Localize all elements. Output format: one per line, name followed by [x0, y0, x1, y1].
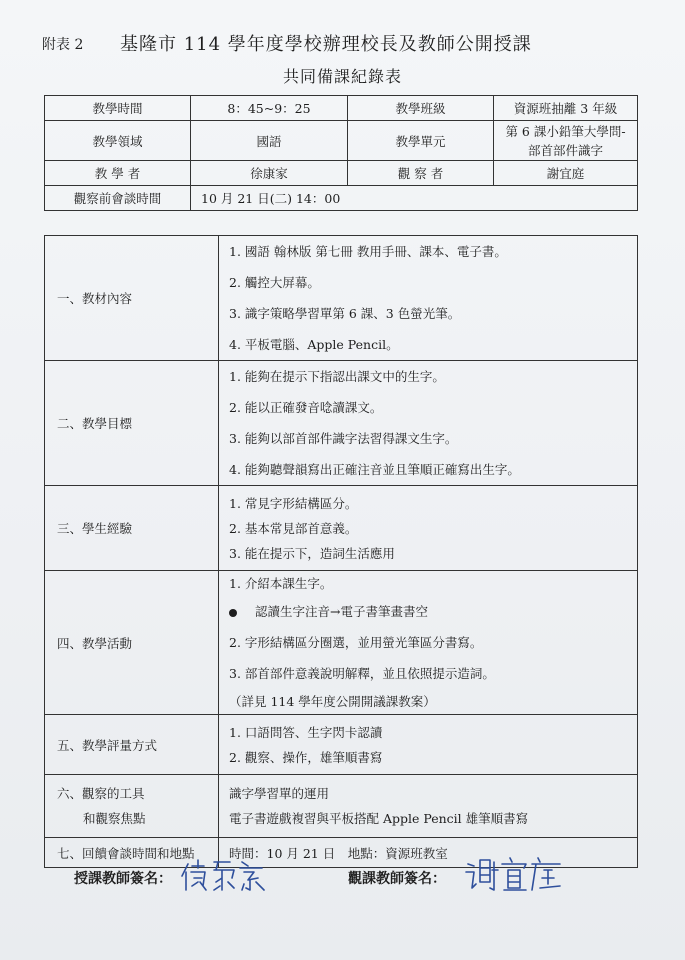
experience-item: 3. 能在提示下，造詞生活應用 [229, 545, 395, 561]
tools-label-line-2: 和觀察焦點 [83, 811, 146, 826]
tools-content [219, 775, 638, 838]
teacher-signature [178, 856, 270, 894]
materials-item: 2. 觸控大屏幕。 [229, 275, 320, 290]
experience-label: 三、學生經驗 [45, 486, 219, 571]
observer-value: 謝宜庭 [494, 161, 638, 186]
lesson-record-table [44, 235, 638, 868]
experience-content [219, 486, 638, 571]
teacher-label: 教 學 者 [45, 161, 191, 186]
teaching-domain-value: 國語 [191, 121, 348, 161]
assessment-item: 1. 口語問答、生字閃卡認讀 [229, 724, 383, 740]
observer-signature-label: 觀課教師簽名： [348, 871, 446, 887]
observer-signature [464, 854, 564, 896]
activities-item: 1. 介紹本課生字。 [229, 576, 333, 591]
debrief-label: 七、回饋會談時間和地點 [45, 838, 219, 868]
activities-bullet-text: 認讀生字注音→電子書筆畫書空 [255, 604, 428, 619]
activities-item: 2. 字形結構區分圈選，並用螢光筆區分書寫。 [229, 635, 483, 650]
teacher-signature-label: 授課教師簽名： [74, 871, 172, 887]
tools-item: 識字學習單的運用 [229, 786, 330, 801]
tools-label [45, 775, 219, 838]
activities-label: 四、教學活動 [45, 571, 219, 715]
teaching-unit-value [494, 121, 638, 161]
document-title: 基隆市 114 學年度學校辦理校長及教師公開授課 [120, 34, 532, 55]
experience-item: 2. 基本常見部首意義。 [229, 520, 358, 536]
experience-row [45, 486, 638, 571]
materials-label: 一、教材內容 [45, 236, 219, 361]
goals-content [219, 361, 638, 486]
materials-item: 3. 識字策略學習單第 6 課、3 色螢光筆。 [229, 306, 461, 321]
experience-item: 1. 常見字形結構區分。 [229, 495, 358, 511]
activities-content [219, 571, 638, 715]
activities-item: 3. 部首部件意義說明解釋，並且依照提示造詞。 [229, 666, 495, 681]
tools-row [45, 775, 638, 838]
activities-note: （詳見 114 學年度公開開議課教案） [229, 694, 436, 709]
preconference-label: 觀察前會談時間 [45, 186, 191, 211]
teaching-unit-label: 教學單元 [348, 121, 494, 161]
goals-item: 4. 能夠聽聲韻寫出正確注音並且筆順正確寫出生字。 [229, 462, 520, 477]
goals-label: 二、教學目標 [45, 361, 219, 486]
teaching-unit-line-1: 第 6 課小鉛筆大學問- [505, 123, 626, 139]
teacher-value: 徐康家 [191, 161, 348, 186]
activities-bullet-item [229, 596, 633, 627]
activities-row [45, 571, 638, 715]
goals-item: 3. 能夠以部首部件識字法習得課文生字。 [229, 431, 458, 446]
assessment-item: 2. 觀察、操作，雄筆順書寫 [229, 749, 383, 765]
observer-label: 觀 察 者 [348, 161, 494, 186]
debrief-content: 時間：10 月 21 日 地點：資源班教室 [219, 838, 638, 868]
materials-item: 1. 國語 翰林版 第七冊 教用手冊、課本、電子書。 [229, 244, 507, 259]
teaching-domain-label: 教學領域 [45, 121, 191, 161]
materials-row [45, 236, 638, 361]
assessment-row [45, 715, 638, 775]
teaching-unit-line-2: 部首部件識字 [527, 142, 603, 158]
teaching-time-value: 8：45~9：25 [191, 96, 348, 121]
teaching-time-label: 教學時間 [45, 96, 191, 121]
materials-content [219, 236, 638, 361]
goals-item: 2. 能以正確發音唸讀課文。 [229, 400, 383, 415]
preconference-value: 10 月 21 日(二) 14：00 [191, 186, 638, 211]
annex-number: 附表 2 [42, 37, 84, 53]
document-subtitle: 共同備課紀錄表 [282, 67, 402, 86]
assessment-label: 五、教學評量方式 [45, 715, 219, 775]
tools-item: 電子書遊戲複習與平板搭配 Apple Pencil 雄筆順書寫 [229, 811, 529, 826]
materials-item: 4. 平板電腦、Apple Pencil。 [229, 337, 399, 352]
assessment-content [219, 715, 638, 775]
bullet-icon [229, 609, 237, 617]
goals-row [45, 361, 638, 486]
teaching-class-label: 教學班級 [348, 96, 494, 121]
tools-label-line-1: 六、觀察的工具 [57, 786, 145, 801]
goals-item: 1. 能夠在提示下指認出課文中的生字。 [229, 369, 445, 384]
lesson-info-table [44, 95, 638, 211]
teaching-class-value: 資源班抽離 3 年級 [494, 96, 638, 121]
